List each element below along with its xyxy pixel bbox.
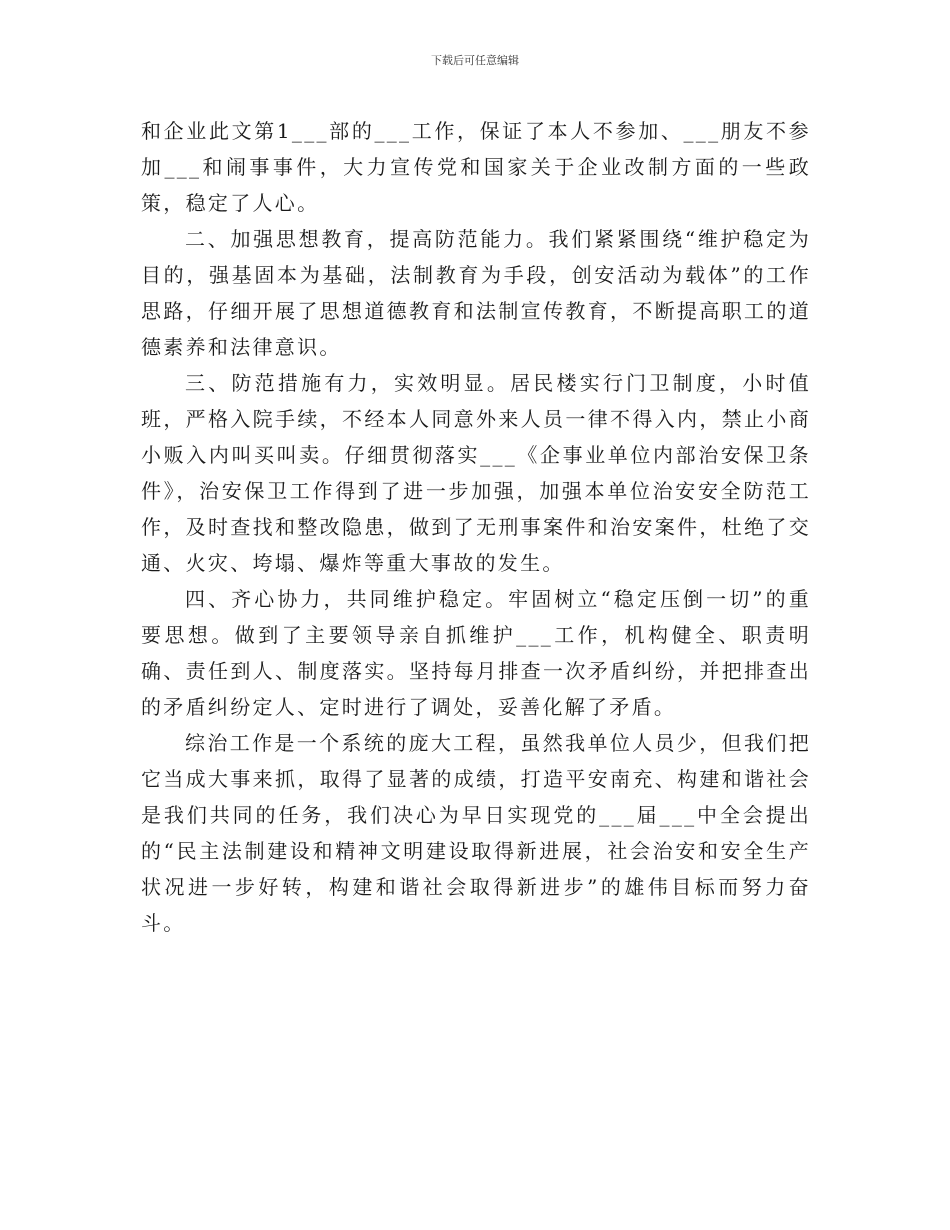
page-header: 下载后可任意编辑 <box>431 54 519 67</box>
paragraph-ideological-education: 二、加强思想教育，提高防范能力。我们紧紧围绕“维护稳定为目的，强基固本为基础，法制教育为手段，创安活动为载体”的工作思路，仔细开展了思想道德教育和法制宣传教育，不断提高职工的道德素养和法律意识。 <box>141 227 811 359</box>
document-body <box>141 113 811 941</box>
paragraph-continuation: 和企业此文第1___部的___工作，保证了本人不参加、___朋友不参加___和闹事事件，大力宣传党和国家关于企业改制方面的一些政策，稳定了人心。 <box>141 119 811 215</box>
paragraph-prevention-measures: 三、防范措施有力，实效明显。居民楼实行门卫制度，小时值班，严格入院手续，不经本人同意外来人员一律不得入内，禁止小商小贩入内叫买叫卖。仔细贯彻落实___《企事业单位内部治安保卫条件》，治安保卫工作得到了进一步加强，加强本单位治安安全防范工作，及时查找和整改隐患，做到了无刑事案件和治安案件，杜绝了交通、火灾、垮塌、爆炸等重大事故的发生。 <box>141 371 811 575</box>
paragraph-maintain-stability: 四、齐心协力，共同维护稳定。牢固树立“稳定压倒一切”的重要思想。做到了主要领导亲自抓维护___工作，机构健全、职责明确、责任到人、制度落实。坚持每月排查一次矛盾纠纷，并把排查出的矛盾纠纷定人、定时进行了调处，妥善化解了矛盾。 <box>141 587 811 719</box>
paragraph-conclusion: 综治工作是一个系统的庞大工程，虽然我单位人员少，但我们把它当成大事来抓，取得了显著的成绩，打造平安南充、构建和谐社会是我们共同的任务，我们决心为早日实现党的___届___中全会提出的“民主法制建设和精神文明建设取得新进展，社会治安和安全生产状况进一步好转，构建和谐社会取得新进步”的雄伟目标而努力奋斗。 <box>141 731 811 935</box>
